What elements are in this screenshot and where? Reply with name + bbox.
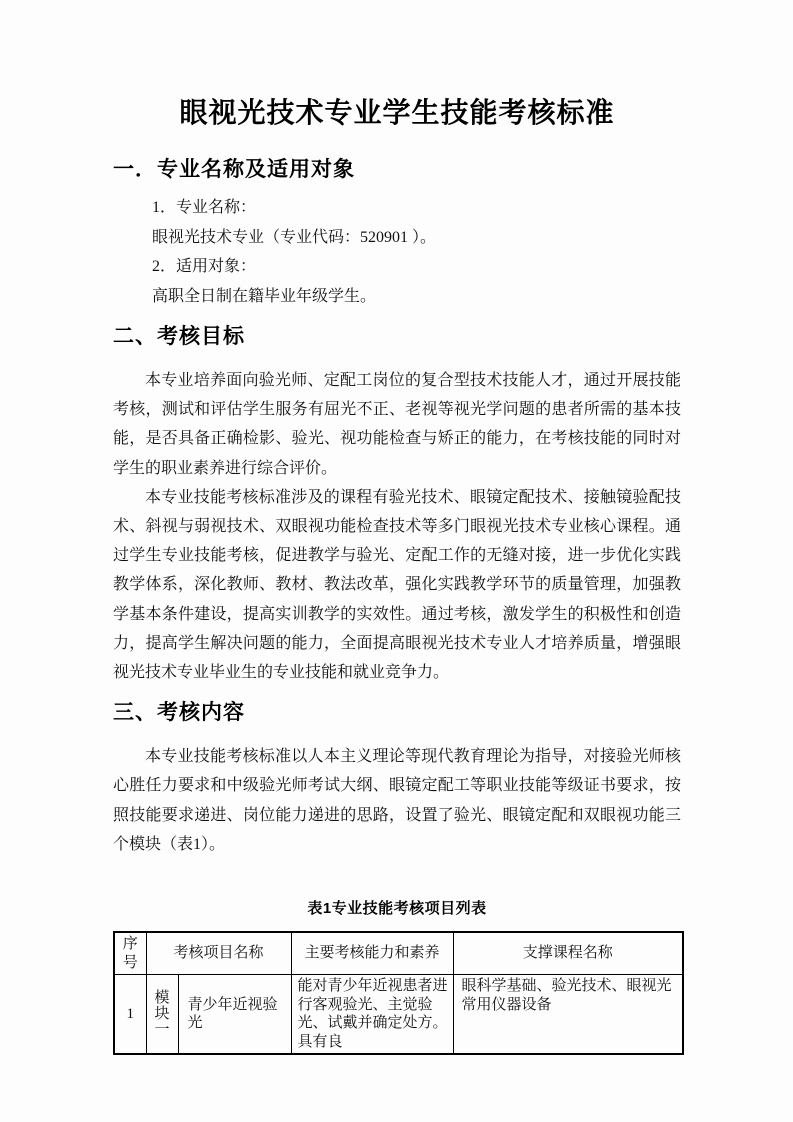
section-heading-content: 三、考核内容 (113, 701, 245, 725)
table-cell-module (146, 975, 178, 1055)
section-heading-goals: 二、考核目标 (113, 325, 245, 348)
table-cell-course: 眼科学基础、验光技术、眼视光常用仪器设备 (453, 975, 683, 1055)
table-header-row (114, 932, 683, 975)
list-item-audience-value: 高职全日制在籍毕业年级学生。 (152, 287, 377, 305)
table-cell-ability: 能对青少年近视患者进行客观验光、主觉验光、试戴并确定处方。具有良 (291, 975, 453, 1055)
module-vertical-label: 模块一 (154, 990, 170, 1039)
document-title: 眼视光技术专业学生技能考核标准 (179, 97, 615, 128)
table-row (114, 975, 683, 1055)
table-header-course: 支撑课程名称 (453, 932, 683, 975)
table-header-ability: 主要考核能力和素养 (291, 932, 453, 975)
table-cell-project: 青少年近视验光 (178, 975, 291, 1055)
paragraph-goals-2: 本专业技能考核标准涉及的课程有验光技术、眼镜定配技术、接触镜验配技术、斜视与弱视技术、双眼视功能检查技术等多门眼视光技术专业核心课程。通过学生专业技能考核，促进教学与验光、定配工作的无缝对接，进一步优化实践教学体系，深化教师、教材、教法改革，强化实践教学环节的质量管理，加强教学基本条件建设，提高实训教学的实效性。通过考核，激发学生的积极性和创造力，提高学生解决问题的能力，全面提高眼视光技术专业人才培养质量，增强眼视光技术专业毕业生的专业技能和就业竞争力。 (113, 488, 681, 682)
table-header-project: 考核项目名称 (146, 932, 291, 975)
list-item-major-value: 眼视光技术专业（专业代码：520901 ）。 (152, 228, 437, 246)
list-item-audience-label: 2．适用对象： (152, 258, 257, 275)
table-header-index: 序号 (114, 932, 146, 975)
table-cell-index: 1 (114, 975, 146, 1055)
section-names-items (152, 193, 681, 311)
section-heading-names: 一．专业名称及适用对象 (113, 158, 355, 181)
list-item-major-label: 1．专业名称： (152, 199, 257, 216)
assessment-projects-table (113, 931, 684, 1055)
paragraph-goals-1: 本专业培养面向验光师、定配工岗位的复合型技术技能人才，通过开展技能考核，测试和评估学生服务有屈光不正、老视等视光学问题的患者所需的基本技能，是否具备正确检影、验光、视功能检查与矫正的能力，在考核技能的同时对学生的职业素养进行综合评价。 (113, 372, 681, 477)
paragraph-content-1: 本专业技能考核标准以人本主义理论等现代教育理论为指导，对接验光师核心胜任力要求和中级验光师考试大纲、眼镜定配工等职业技能等级证书要求，按照技能要求递进、岗位能力递进的思路，设置了验光、眼镜定配和双眼视功能三个模块（表1）。 (113, 748, 681, 853)
table-caption: 表1专业技能考核项目列表 (307, 900, 487, 918)
